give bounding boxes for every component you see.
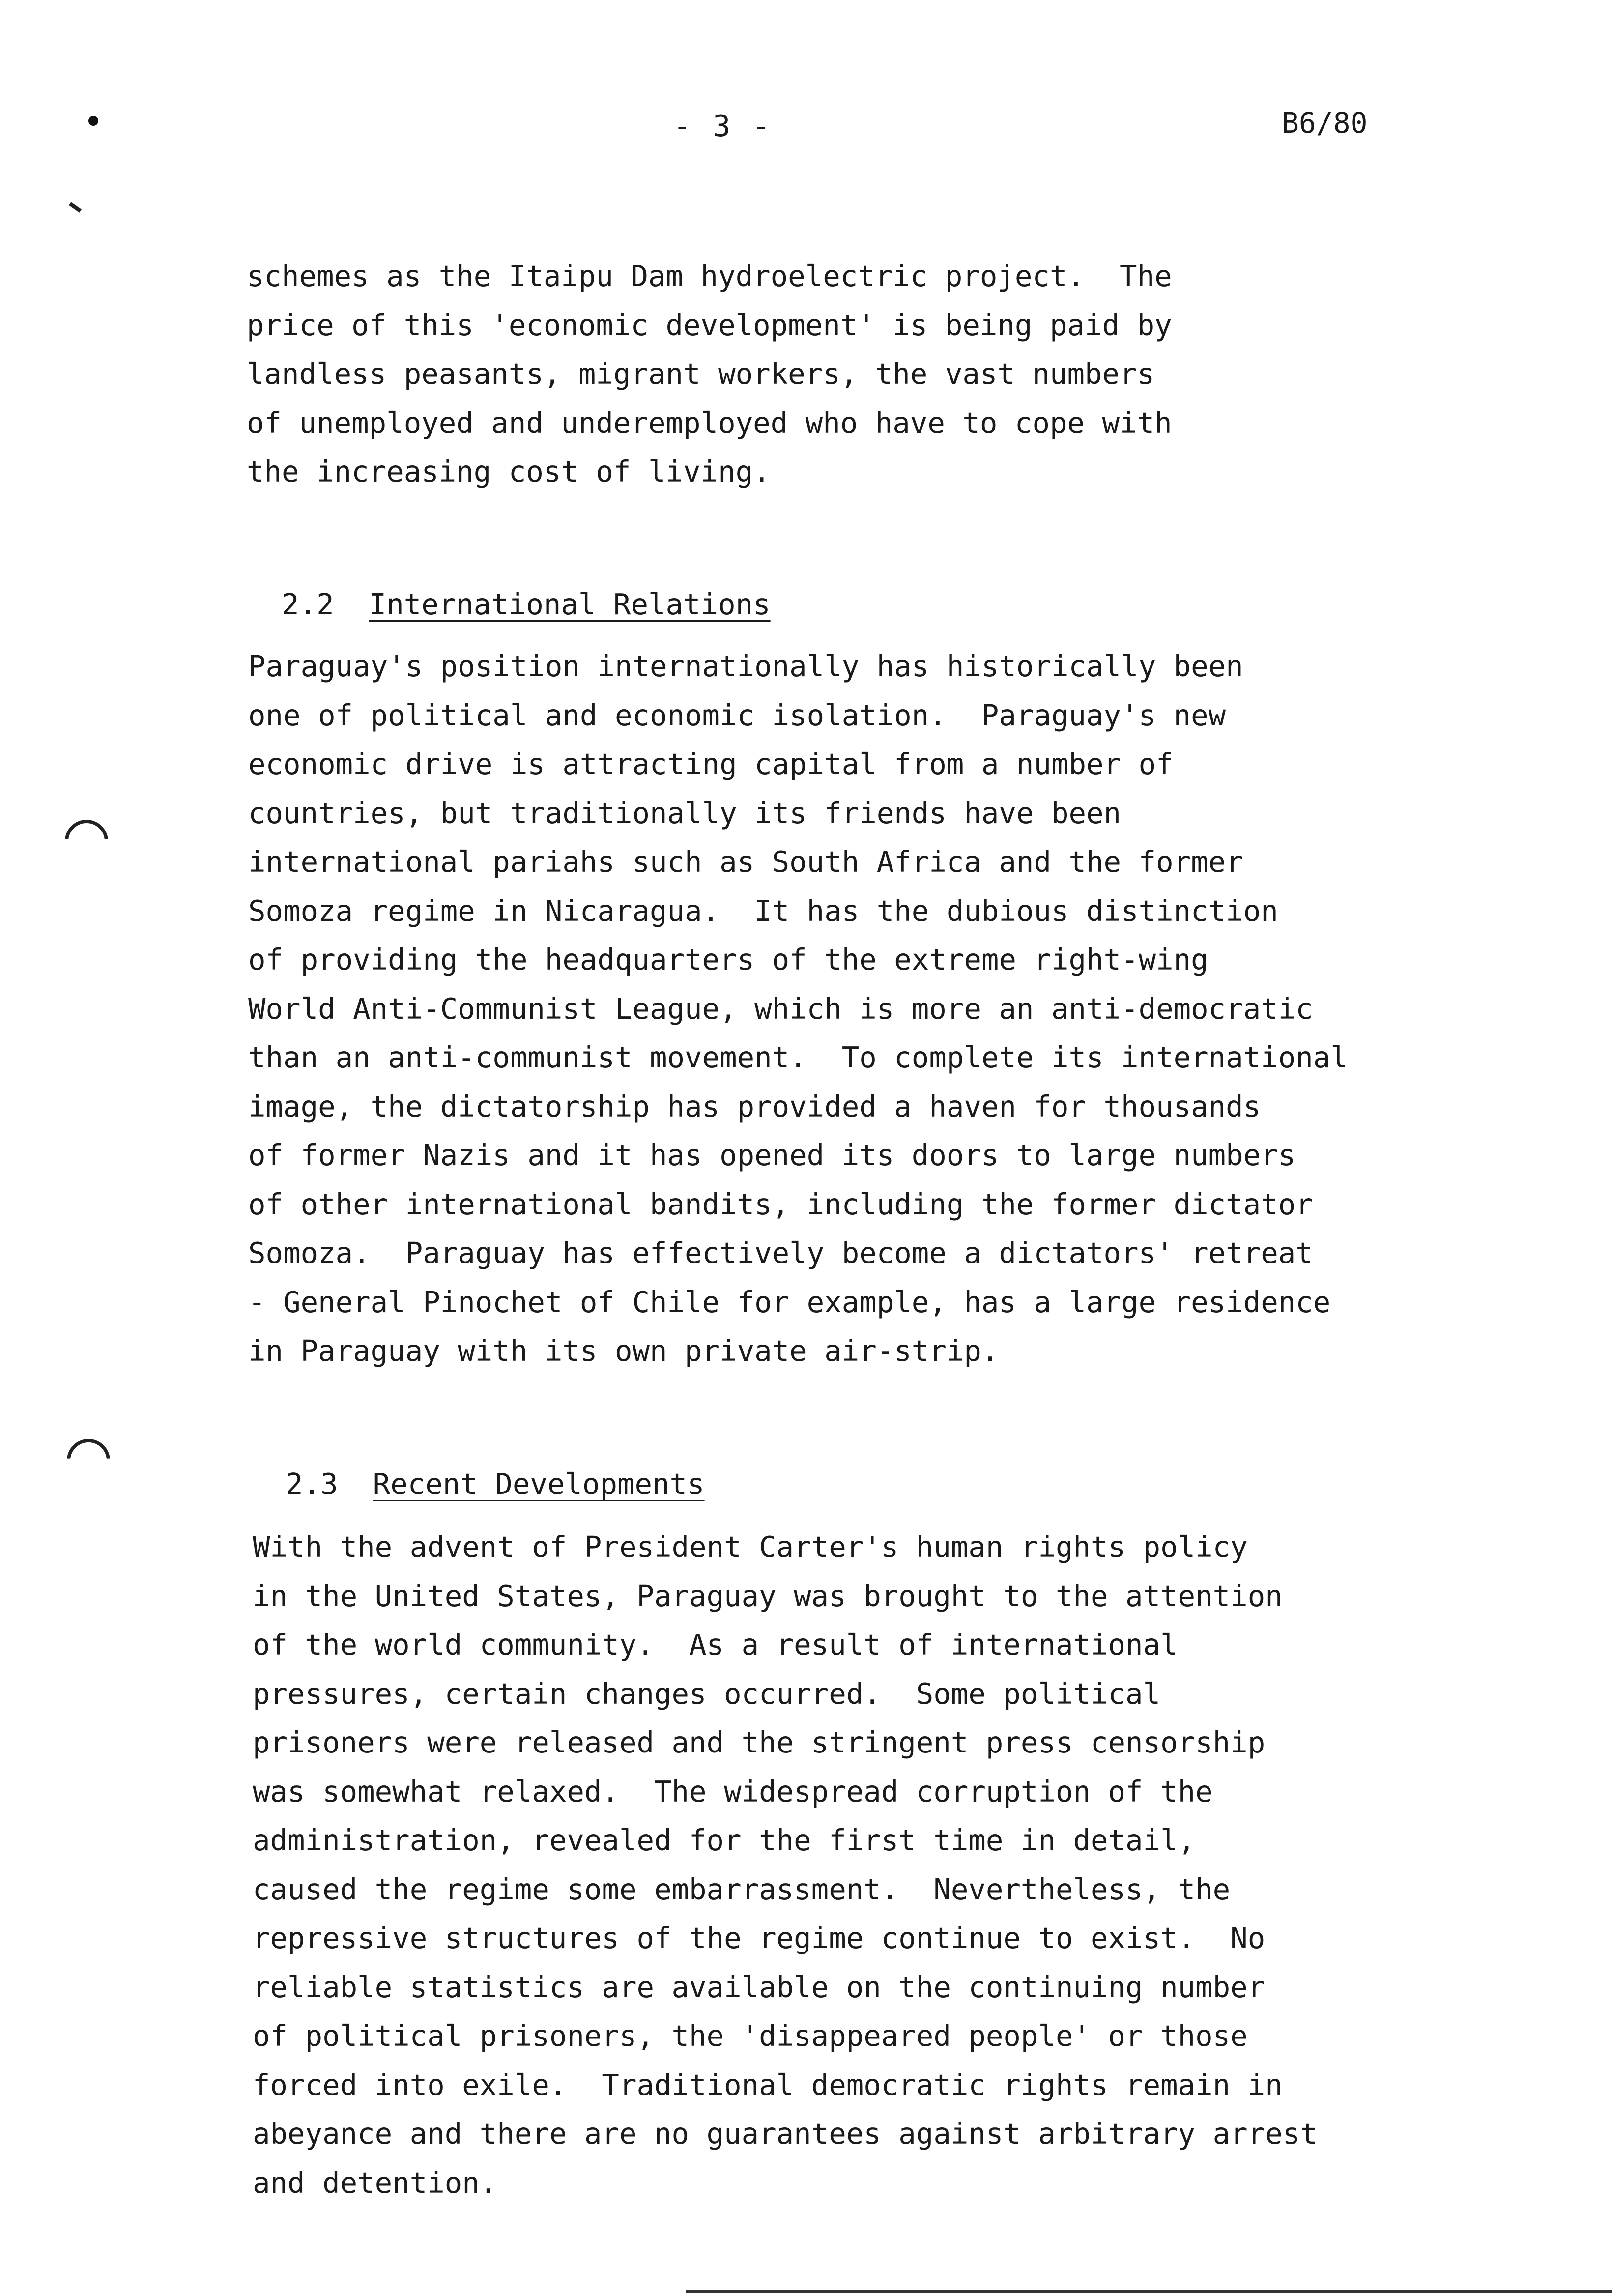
section-number: 2.3	[286, 1467, 338, 1501]
text-line: price of this 'economic development' is being paid by	[247, 308, 1172, 342]
intro-paragraph	[247, 252, 1172, 496]
section-heading-2-3	[251, 1433, 705, 1501]
text-line: of providing the headquarters of the extreme right-wing	[248, 943, 1209, 976]
text-line: countries, but traditionally its friends have been	[248, 796, 1122, 830]
text-line: World Anti-Communist League, which is more an anti-democratic	[248, 991, 1313, 1026]
section-2-3-paragraph	[253, 1522, 1318, 2207]
text-line: of unemployed and underemployed who have to cope with	[247, 405, 1172, 440]
text-line: administration, revealed for the first time in detail,	[253, 1823, 1196, 1857]
text-line: economic drive is attracting capital from a number of	[248, 747, 1174, 781]
punch-hole-arc-upper	[65, 820, 108, 863]
text-line: With the advent of President Carter's human rights policy	[253, 1530, 1248, 1564]
text-line: and detention.	[253, 2165, 497, 2200]
text-line: - General Pinochet of Chile for example, has a large residence	[248, 1285, 1331, 1319]
scan-tick-mark	[69, 202, 82, 212]
text-line: prisoners were released and the stringent press censorship	[253, 1725, 1266, 1759]
text-line: forced into exile. Traditional democratic rights remain in	[253, 2067, 1283, 2102]
text-line: image, the dictatorship has provided a haven for thousands	[248, 1089, 1261, 1123]
text-line: caused the regime some embarrassment. Nevertheless, the	[253, 1872, 1231, 1906]
text-line: Somoza. Paraguay has effectively become a dictators' retreat	[248, 1236, 1313, 1270]
text-line: reliable statistics are available on the continuing number	[253, 1970, 1266, 2004]
text-line: in Paraguay with its own private air-strip.	[248, 1334, 999, 1368]
text-line: Somoza regime in Nicaragua. It has the dubious distinction	[248, 893, 1278, 928]
text-line: schemes as the Itaipu Dam hydroelectric project. The	[247, 259, 1172, 293]
text-line: repressive structures of the regime continue to exist. No	[253, 1921, 1266, 1955]
text-line: of political prisoners, the 'disappeared people' or those	[253, 2019, 1248, 2053]
section-number: 2.2	[282, 587, 334, 621]
text-line: of other international bandits, including the former dictator	[248, 1187, 1313, 1221]
text-line: of the world community. As a result of international	[253, 1628, 1178, 1662]
section-2-2-paragraph	[248, 642, 1348, 1376]
page-number: - 3 -	[673, 109, 772, 144]
text-line: was somewhat relaxed. The widespread corruption of the	[253, 1774, 1213, 1808]
text-line: international pariahs such as South Africa and the former	[248, 845, 1243, 879]
bottom-edge-rule	[686, 2290, 1612, 2293]
text-line: landless peasants, migrant workers, the vast numbers	[247, 357, 1155, 391]
text-line: the increasing cost of living.	[247, 455, 771, 488]
text-line: abeyance and there are no guarantees against arbitrary arrest	[253, 2117, 1318, 2151]
scan-dot-mark	[88, 116, 98, 126]
text-line: than an anti-communist movement. To complete its international	[248, 1040, 1348, 1074]
document-reference: B6/80	[1282, 106, 1368, 140]
text-line: Paraguay's position internationally has historically been	[248, 649, 1243, 683]
text-line: pressures, certain changes occurred. Some political	[253, 1676, 1161, 1711]
section-title: Recent Developments	[373, 1467, 705, 1501]
section-title: International Relations	[369, 587, 771, 621]
text-line: of former Nazis and it has opened its doors to large numbers	[248, 1138, 1296, 1172]
punch-hole-arc-lower	[67, 1439, 110, 1482]
section-heading-2-2	[247, 553, 771, 621]
text-line: in the United States, Paraguay was brought to the attention	[253, 1578, 1283, 1613]
text-line: one of political and economic isolation. Paraguay's new	[248, 698, 1226, 732]
